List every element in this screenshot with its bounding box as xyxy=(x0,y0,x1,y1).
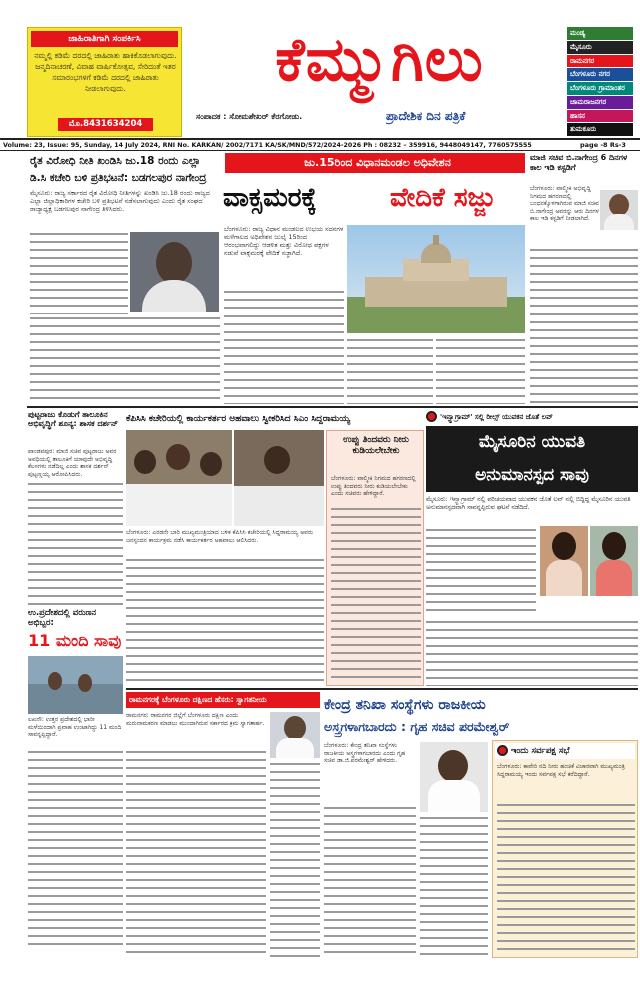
edition-item: ಮಂಡ್ಯ xyxy=(567,27,633,40)
central-headline: ಕೇಂದ್ರ ತನಿಖಾ ಸಂಸ್ಥೆಗಳು ರಾಜಕೀಯ xyxy=(324,697,486,713)
story1-body-2 xyxy=(30,314,220,404)
central-body-1 xyxy=(324,804,416,958)
kpcc-body xyxy=(126,556,324,686)
ramanagara-body-2 xyxy=(270,760,320,958)
person-photo xyxy=(130,232,219,312)
info-bar xyxy=(0,138,640,151)
puttaraju-lead: ಪಾಂಡವಪುರ: ಮಾಜಿ ಸಚಿವ ಪುಟ್ಟರಾಜು ಅವರ ಅವಧಿಯಲ್ಲಿ ತಾಲೂಕಿಗೆ ಯಾವುದೇ ಅಭಿವೃದ್ಧಿ ಕೆಲಸಗಳು ನಡೆದಿಲ್ಲ ಎಂದು ಶಾಸಕ ದರ್ಶನ್ ಪುಟ್ಟಣ್ಣಯ್ಯ ಆರೋಪಿಸಿದರು. xyxy=(28,448,117,478)
salt-body xyxy=(331,505,421,681)
sarvapaksha-headline-bar xyxy=(495,743,635,759)
masthead-title: ಕೆಮ್ಮುಗಿಲು xyxy=(275,25,484,95)
sarvapaksha-headline: ಇಂದು ಸರ್ವಪಕ್ಷ ಸಭೆ xyxy=(511,746,570,756)
vidhana-body-2 xyxy=(347,336,433,404)
victim-photo-1 xyxy=(540,526,588,596)
nagendra-photo xyxy=(600,190,638,230)
sarvapaksha-box xyxy=(492,740,638,958)
edition-item: ಬೆಂಗಳೂರು ಗ್ರಾಮಾಂತರ xyxy=(567,82,633,95)
ramanagara-photo xyxy=(270,712,320,758)
info-bar-text: Volume: 23, Issue: 95, Sunday, 14 July 2024, RNI No. KARKAN/ 2002/7171 KA/SK/MND/572/2024-2026 Ph : 08232 – 359916, 9448049147, 7760575555 xyxy=(3,142,532,149)
jail-body xyxy=(530,246,638,404)
kpcc-photo-2 xyxy=(234,430,324,526)
salt-headline: ಉಪ್ಪು ತಿಂದವರು ನೀರು ಕುಡಿಯಲೇಬೇಕು xyxy=(343,435,409,456)
kpcc-headline: ಕೆಪಿಸಿಸಿ ಕಚೇರಿಯಲ್ಲಿ ಕಾರ್ಯಕರ್ತರ ಅಹವಾಲು ಸ್ವೀಕರಿಸಿದ ಸಿಎಂ ಸಿದ್ದರಾಮಯ್ಯ xyxy=(126,414,351,424)
mysore-lead: ಮೈಸೂರು: ಇನ್ಸ್ಟಾಗ್ರಾಮ್ ನಲ್ಲಿ ಪರಿಚಯವಾದ ಯುವಕನ ಜೊತೆ ಲವ್ ನಲ್ಲಿ ಬಿದ್ದಿದ್ದ ಮೈಸೂರಿನ ಯುವತಿ ಅನುಮಾನಸ್ಪದವಾಗಿ ಸಾವನ್ನಪ್ಪಿರುವ ಘಟನೆ ನಡೆದಿದೆ. xyxy=(426,496,631,511)
ramanagara-headline: ರಾಮನಗರಕ್ಕೆ ಬೆಂಗಳೂರು ದಕ್ಷಿಣದ ಹೆಸರು: ಸ್ವಾಗತನೀಯ xyxy=(129,695,267,704)
ad-title: ಜಾಹಿರಾತಿಗಾಗಿ ಸಂಪರ್ಕಿಸಿ xyxy=(31,31,178,47)
sarvapaksha-body xyxy=(497,801,635,953)
tagline: ಪ್ರಾದೇಶಿಕ ದಿನ ಪತ್ರಿಕೆ xyxy=(386,109,466,123)
edition-item: ತುಮಕೂರು xyxy=(567,123,633,136)
banner-subtitle: ಜು.15ರಿಂದ ವಿಧಾನಮಂಡಲ ಅಧಿವೇಶನ xyxy=(304,156,451,169)
mysore-body-2 xyxy=(426,618,638,686)
central-body-2 xyxy=(420,814,488,958)
vidhana-soudha-photo xyxy=(347,225,525,333)
flood-body xyxy=(28,748,123,948)
puttaraju-body xyxy=(28,480,123,606)
flood-big: 11 ಮಂದಿ ಸಾವು xyxy=(28,631,122,650)
kpcc-lead: ಬೆಂಗಳೂರು: ಎರಡನೇ ಬಾರಿ ಮುಖ್ಯಮಂತ್ರಿಯಾದ ಬಳಿಕ ಕೆಪಿಸಿಸಿ ಕಚೇರಿಯಲ್ಲಿ ಸಿದ್ದರಾಮಯ್ಯ ಅವರು ಜನಸ್ಪಂದನ ಕಾರ್ಯಕ್ರಮ ನಡೆಸಿ ಕಾರ್ಯಕರ್ತರ ಅಹವಾಲು ಆಲಿಸಿದರು. xyxy=(126,529,314,544)
editions-list xyxy=(567,27,633,137)
mysore-body-1 xyxy=(426,526,536,616)
bullet-icon xyxy=(426,411,437,422)
bullet-icon-2 xyxy=(497,745,508,756)
puttaraju-headline: ಪುಟ್ಟರಾಜು ಕೊಡುಗೆ ತಾಲೂಕಿನ ಅಭಿವೃದ್ಧಿಗೆ ಶೂನ್ಯ: ಶಾಸಕ ದರ್ಶನ್ xyxy=(28,410,119,428)
mysore-tag: 'ಇನ್ಸ್ಟಾಗ್ರಾಮ್' ಸಲ್ಲಿ ರೀಲ್ಸ್ ಯುವಕನ ಜೊತೆ ಲವ್ xyxy=(440,413,553,421)
parameshwar-photo xyxy=(420,742,488,812)
story1-headline: ರೈತ ವಿರೋಧಿ ನೀತಿ ಖಂಡಿಸಿ ಜು.18 ರಂದು ಎಲ್ಲಾ xyxy=(30,155,201,167)
flood-lead: ಲಖನೌ: ಉತ್ತರ ಪ್ರದೇಶದಲ್ಲಿ ಭಾರೀ ಮಳೆಯಿಂದಾಗಿ ಪ್ರವಾಹ ಉಂಟಾಗಿದ್ದು 11 ಮಂದಿ ಸಾವನ್ನಪ್ಪಿದ್ದಾರೆ. xyxy=(28,716,122,738)
ad-body: ನಮ್ಮಲ್ಲಿ ಕಡಿಮೆ ದರದಲ್ಲಿ ಜಾಹಿರಾತು ಹಾಕಿಕೊಡಲಾಗುವುದು. ಜನ್ಮದಿನಾಚರಣೆ, ವಿವಾಹ ವಾರ್ಷಿಕೋತ್ಸವ, ಸೇರಿದಂತೆ ಇತರ ಸಮಾರಂಭಗಳಿಗೆ ಕಡಿಮೆ ದರದಲ್ಲಿ ಜಾಹಿರಾತು ನೀಡಲಾಗುವುದು. xyxy=(34,51,177,93)
vidhana-body-1 xyxy=(224,288,344,404)
mysore-tag-bar xyxy=(426,410,638,424)
jail-lead: ಬೆಂಗಳೂರು: ವಾಲ್ಮೀಕಿ ಅಭಿವೃದ್ಧಿ ನಿಗಮದ ಹಗರಣದಲ್ಲಿ ಬಂಧನಕ್ಕೊಳಗಾಗಿರುವ ಮಾಜಿ ಸಚಿವ ಬಿ.ನಾಗೇಂದ್ರ ಅವರನ್ನು ಆರು ದಿನಗಳ ಕಾಲ ಇಡಿ ಕಸ್ಟಡಿಗೆ ನೀಡಲಾಗಿದೆ. xyxy=(530,185,599,222)
mysore-headline: ಮೈಸೂರಿನ ಯುವತಿ xyxy=(478,432,586,452)
story1-body xyxy=(30,230,128,314)
ad-phone: ಮೊ.8431634204 xyxy=(58,118,153,131)
banner-headline-a: ವಾಕ್ಸಮರಕ್ಕೆ xyxy=(223,183,317,213)
banner-subtitle-bar xyxy=(225,153,525,173)
central-headline-2: ಅಸ್ತ್ರಗಳಾಗಬಾರದು : ಗೃಹ ಸಚಿವ ಪರಮೇಶ್ವರ್ xyxy=(324,719,510,734)
jail-headline: ಮಾಜಿ ಸಚಿವ ಬಿ.ನಾಗೇಂದ್ರ 6 ದಿನಗಳ ಕಾಲ ಇಡಿ ಕಸ್ಟಡಿಗೆ xyxy=(530,153,628,172)
page-number: page -8 Rs-3 xyxy=(580,141,626,149)
story1-lead: ಮೈಸೂರು: ರಾಜ್ಯ ಸರ್ಕಾರದ ರೈತ ವಿರೋಧಿ ನೀತಿಗಳನ್ನು ಖಂಡಿಸಿ ಜು.18 ರಂದು ರಾಜ್ಯದ ಎಲ್ಲಾ ಜಿಲ್ಲಾಧಿಕಾರಿಗಳ ಕಚೇರಿ ಬಳಿ ಪ್ರತಿಭಟನೆ ನಡೆಸಲಾಗುವುದು ಎಂದು ರೈತ ಸಂಘದ ರಾಜ್ಯಾಧ್ಯಕ್ಷ ಬಡಗಲಪುರ ನಾಗೇಂದ್ರ ತಿಳಿಸಿದರು. xyxy=(30,189,210,213)
edition-item: ರಾಮನಗರ xyxy=(567,55,633,68)
sarvapaksha-lead: ಬೆಂಗಳೂರು: ಕಾವೇರಿ ನದಿ ನೀರು ಹಂಚಿಕೆ ವಿಚಾರವಾಗಿ ಮುಖ್ಯಮಂತ್ರಿ ಸಿದ್ದರಾಮಯ್ಯ ಇಂದು ಸರ್ವಪಕ್ಷ ಸಭೆ ಕರೆದಿದ್ದಾರೆ. xyxy=(497,763,625,778)
story1-headline-2: ಡಿ.ಸಿ ಕಚೇರಿ ಬಳಿ ಪ್ರತಿಭಟನೆ: ಬಡಗಲಪುರ ನಾಗೇಂದ್ರ xyxy=(30,172,207,184)
salt-box xyxy=(326,430,424,686)
flood-headline: ಉ.ಪ್ರದೇಶದಲ್ಲಿ ವರುಣನ ಅಭಿಬ್ಬರ: xyxy=(28,608,97,628)
vidhana-body-3 xyxy=(436,336,525,404)
mysore-headline-2: ಅನುಮಾನಸ್ಪದ ಸಾವು xyxy=(475,465,589,485)
ramanagara-lead: ರಾಮನಗರ: ರಾಮನಗರ ಜಿಲ್ಲೆಗೆ ಬೆಂಗಳೂರು ದಕ್ಷಿಣ ಎಂದು ಮರುನಾಮಕರಣ ಮಾಡಲು ಮುಂದಾಗಿರುವ ಸರ್ಕಾರದ ಕ್ರಮ ಸ್ವಾಗತಾರ್ಹ. xyxy=(126,712,265,727)
central-lead: ಬೆಂಗಳೂರು: ಕೇಂದ್ರ ತನಿಖಾ ಸಂಸ್ಥೆಗಳು ರಾಜಕೀಯ ಅಸ್ತ್ರಗಳಾಗಬಾರದು ಎಂದು ಗೃಹ ಸಚಿವ ಡಾ.ಜಿ.ಪರಮೇಶ್ವರ್ ಹೇಳಿದರು. xyxy=(324,742,406,764)
editor-line: ಸಂಪಾದಕ : ಸೋಮಶೇಖರ್ ಕೆರಗೋಡು. xyxy=(196,112,303,121)
kpcc-photo xyxy=(126,430,232,526)
victim-photo-2 xyxy=(590,526,638,596)
edition-item: ಹಾಸನ xyxy=(567,110,633,123)
ramanagara-body-1 xyxy=(126,748,266,958)
vidhana-lead: ಬೆಂಗಳೂರು: ರಾಜ್ಯ ವಿಧಾನ ಮಂಡಲದ ಉಭಯ ಸದನಗಳ ಮಳೆಗಾಲದ ಅಧಿವೇಶನ ಜುಲೈ 15ರಿಂದ ಆರಂಭವಾಗಲಿದ್ದು ಆಡಳಿತ ಮತ್ತು ವಿರೋಧ ಪಕ್ಷಗಳ ನಡುವೆ ವಾಕ್ಸಮರಕ್ಕೆ ವೇದಿಕೆ ಸಜ್ಜಾಗಿದೆ. xyxy=(224,225,344,257)
ramanagara-headline-bar xyxy=(126,692,320,708)
mysore-headline-box xyxy=(426,426,638,492)
edition-item: ಮೈಸೂರು xyxy=(567,41,633,54)
edition-item: ಚಾಮರಾಜನಗರ xyxy=(567,96,633,109)
banner-headline-b: ವೇದಿಕೆ ಸಜ್ಜು xyxy=(390,183,496,213)
flood-photo xyxy=(28,656,123,714)
salt-lead: ಬೆಂಗಳೂರು: ವಾಲ್ಮೀಕಿ ನಿಗಮದ ಹಗರಣದಲ್ಲಿ ಉಪ್ಪು ತಿಂದವರು ನೀರು ಕುಡಿಯಲೇಬೇಕು ಎಂದು ಸಚಿವರು ಹೇಳಿದ್ದಾರೆ. xyxy=(331,475,416,497)
edition-item: ಬೆಂಗಳೂರು ನಗರ xyxy=(567,68,633,81)
ad-box xyxy=(27,27,182,137)
